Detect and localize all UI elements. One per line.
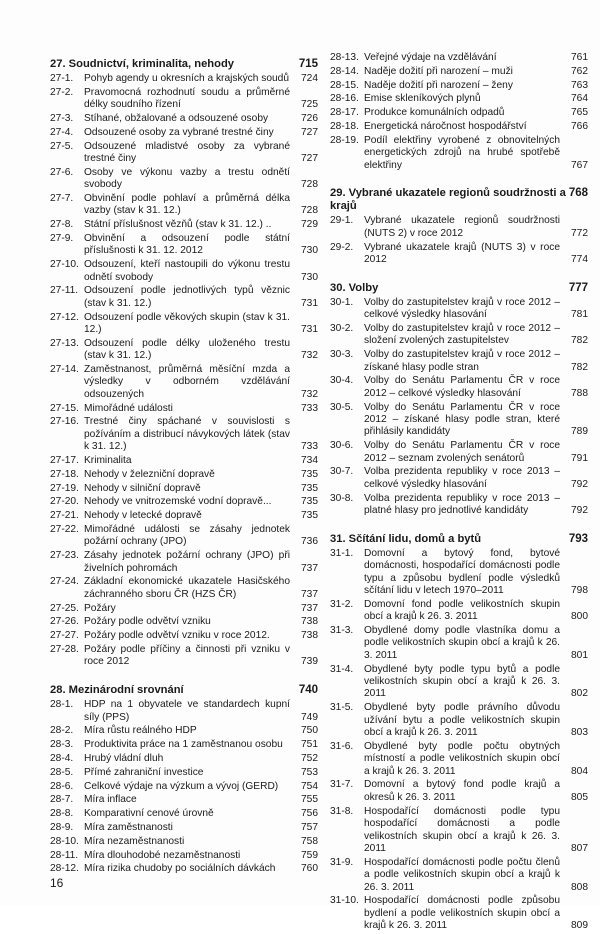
entry-title: Hospodařící domácnosti podle typu hospodařící domácnosti a podle velikostních skupin obcí a krajů k 26. 3. 2011 (364, 805, 560, 854)
entry-number: 27-12. (50, 311, 79, 323)
toc-entry (50, 630, 318, 642)
entry-number: 30-6. (330, 440, 354, 452)
entry-title: Míra nezaměstnanosti (84, 835, 185, 847)
toc-entry (50, 416, 318, 453)
entry-title: Zaměstnanost, průměrná měsíční mzda a výsledky v odborném vzdělávání odsouzených (84, 364, 290, 400)
entry-number: 28-15. (330, 79, 359, 91)
entry-title: Energetická náročnost hospodářství (364, 120, 527, 132)
entry-page: 782 (571, 361, 588, 373)
entry-number: 27-19. (50, 482, 79, 494)
entry-number: 27-2. (50, 86, 74, 98)
entry-number: 27-17. (50, 455, 79, 467)
toc-entry (330, 297, 588, 322)
entry-title: Veřejné výdaje na vzdělávání (364, 52, 497, 63)
entry-page: 789 (571, 426, 588, 438)
entry-number: 27-7. (50, 193, 74, 204)
entry-page: 763 (571, 79, 588, 91)
entry-page: 759 (301, 849, 318, 861)
toc-entry (330, 857, 588, 894)
entry-number: 27-27. (50, 630, 79, 642)
entry-number: 27-23. (50, 550, 79, 562)
section-heading (50, 684, 318, 697)
entry-number: 27-14. (50, 364, 79, 376)
entry-title: Hrubý vládní dluh (84, 753, 164, 765)
entry-page: 732 (301, 388, 318, 400)
entry-number: 27-5. (50, 140, 74, 152)
entry-number: 31-6. (330, 740, 354, 752)
entry-page: 730 (301, 245, 318, 257)
entry-number: 27-28. (50, 644, 79, 656)
toc-entry (50, 233, 318, 258)
entry-page: 791 (571, 452, 588, 464)
entry-number: 28-14. (330, 65, 359, 77)
toc-entry (330, 80, 588, 92)
entry-title: Stíhané, obžalované a odsouzené osoby (84, 113, 269, 124)
toc-entry (330, 664, 588, 701)
entry-page: 754 (301, 780, 318, 792)
entry-title: Obydlené byty podle typu bytů a podle velikostních skupin obcí a krajů k 26. 3. 2011 (364, 663, 560, 700)
entry-title: Celkové výdaje na výzkum a vývoj (GERD) (84, 780, 279, 792)
entry-number: 30-8. (330, 492, 354, 504)
entry-number: 28-16. (330, 93, 359, 105)
toc-entry (50, 699, 318, 724)
entry-title: Trestné činy spáchané v souvislosti s požíváním a distribucí návykových látek (stav k 31. 12.) (84, 416, 290, 453)
section-heading (330, 187, 588, 213)
entry-title: Odsouzení podle délky uloženého trestu (stav k 31. 12.) (84, 337, 290, 362)
entry-number: 31-10. (330, 895, 359, 907)
entry-title: Nehody v letecké dopravě (84, 510, 202, 522)
toc-right-column (330, 52, 588, 934)
entry-title: Volby do Senátu Parlamentu ČR v roce 2012 – celkové výsledky hlasování (364, 375, 560, 399)
toc-entry (50, 259, 318, 284)
entry-page: 729 (301, 219, 318, 231)
entry-number: 27-11. (50, 285, 79, 297)
entry-page: 760 (301, 863, 318, 875)
entry-title: Požáry podle odvětví vzniku (84, 616, 211, 628)
entry-title: Státní příslušnost vězňů (stav k 31. 12.) .. (84, 219, 272, 231)
entry-title: Míra růstu reálného HDP (84, 725, 197, 737)
entry-page: 733 (301, 441, 318, 453)
entry-title: Míra zaměstnanosti (84, 822, 173, 833)
entry-page: 730 (301, 271, 318, 283)
toc-entry (330, 493, 588, 518)
entry-title: Osoby ve výkonu vazby a trestu odnětí svobody (84, 166, 290, 191)
entry-number: 28-7. (50, 794, 74, 806)
toc-entry (50, 113, 318, 125)
toc-entry (330, 402, 588, 439)
toc-entry (330, 242, 588, 267)
entry-title: Obydlené byty podle právního důvodu užívání bytu a podle velikostních skupin obcí a krajů k 26. 3. 2011 (364, 702, 560, 739)
entry-page: 735 (301, 496, 318, 508)
entry-number: 28-10. (50, 835, 79, 847)
entry-title: Požáry (84, 602, 116, 614)
entry-page: 727 (301, 126, 318, 138)
entry-number: 27-22. (50, 524, 79, 536)
entry-title: Domovní fond podle velikostních skupin obcí a krajů k 26. 3. 2011 (364, 598, 560, 623)
toc-entry (50, 794, 318, 806)
entry-page: 732 (301, 350, 318, 362)
entry-page: 782 (571, 335, 588, 347)
toc-entry (330, 625, 588, 662)
entry-number: 31-3. (330, 625, 354, 637)
entry-number: 27-20. (50, 496, 79, 508)
entry-page: 798 (571, 585, 588, 597)
entry-page: 731 (301, 324, 318, 336)
toc-entry (50, 193, 318, 218)
entry-page: 765 (571, 107, 588, 119)
page-number: 16 (50, 876, 64, 890)
toc-entry (50, 725, 318, 737)
entry-page: 731 (301, 297, 318, 309)
toc-entry (50, 863, 318, 875)
entry-title: Míra rizika chudoby po sociálních dávkách (84, 863, 276, 875)
entry-number: 30-3. (330, 349, 354, 361)
entry-page: 733 (301, 402, 318, 414)
entry-page: 736 (301, 536, 318, 548)
toc-entry (50, 510, 318, 522)
toc-entry (50, 739, 318, 751)
toc-entry (330, 375, 588, 400)
entry-title: Volba prezidenta republiky v roce 2013 – celkové výsledky hlasování (364, 466, 560, 490)
entry-title: Míra dlouhodobé nezaměstnanosti (84, 849, 241, 861)
entry-title: Produkce komunálních odpadů (364, 107, 505, 119)
entry-number: 31-9. (330, 856, 354, 868)
toc-entry (50, 167, 318, 192)
entry-title: Obydlené domy podle vlastníka domu a podle velikostních skupin obcí a krajů k 26. 3. 2011 (364, 625, 560, 661)
section-page: 768 (568, 187, 588, 200)
entry-page: 781 (571, 309, 588, 321)
entry-number: 30-2. (330, 323, 354, 334)
entry-page: 739 (301, 656, 318, 668)
toc-entry (50, 403, 318, 415)
entry-page: 803 (571, 727, 588, 739)
entry-number: 31-5. (330, 702, 354, 714)
entry-number: 30-5. (330, 401, 354, 413)
toc-entry (50, 767, 318, 779)
section-page: 777 (568, 281, 588, 294)
toc-entry (330, 323, 588, 348)
entry-title: Požáry podle příčiny a činnosti při vzniku v roce 2012 (84, 644, 290, 668)
entry-number: 27-16. (50, 416, 79, 428)
entry-page: 752 (301, 753, 318, 765)
section-title: 30. Volby (330, 281, 379, 294)
entry-page: 735 (301, 482, 318, 494)
entry-number: 27-8. (50, 219, 74, 231)
entry-number: 27-9. (50, 233, 74, 244)
toc-entry (50, 219, 318, 231)
entry-number: 27-25. (50, 602, 79, 614)
entry-number: 30-7. (330, 466, 354, 478)
entry-number: 28-5. (50, 766, 74, 778)
toc-entry (330, 135, 588, 172)
entry-number: 27-10. (50, 259, 79, 271)
entry-title: Nehody v železniční dopravě (84, 468, 215, 480)
entry-page: 728 (301, 205, 318, 217)
entry-page: 738 (301, 616, 318, 628)
entry-page: 735 (301, 510, 318, 522)
entry-number: 27-18. (50, 468, 79, 480)
toc-entry (330, 349, 588, 374)
toc-entry (330, 66, 588, 78)
toc-entry (50, 364, 318, 401)
section-title: 28. Mezinárodní srovnání (50, 684, 184, 697)
toc-entry (330, 121, 588, 133)
entry-page: 764 (571, 93, 588, 105)
toc-entry (330, 741, 588, 778)
entry-page: 728 (301, 179, 318, 191)
entry-title: Pravomocná rozhodnutí soudu a průměrné délky soudního řízení (84, 86, 290, 111)
entry-number: 31-1. (330, 547, 354, 559)
entry-number: 31-8. (330, 805, 354, 817)
toc-entry (50, 644, 318, 669)
section-title: 27. Soudnictví, kriminalita, nehody (50, 58, 235, 70)
entry-page: 788 (571, 387, 588, 399)
entry-page: 809 (571, 920, 588, 932)
entry-page: 751 (301, 739, 318, 751)
entry-title: Komparativní cenové úrovně (84, 808, 214, 820)
entry-title: Požáry podle odvětví vzniku v roce 2012. (84, 630, 270, 642)
toc-entry (50, 524, 318, 549)
entry-title: Obydlené byty podle počtu obytných místností a podle velikostních skupin obcí a krajů k 26. 3. 2011 (364, 740, 560, 777)
entry-page: 737 (301, 562, 318, 574)
entry-number: 29-2. (330, 241, 354, 253)
entry-title: Vybrané ukazatele krajů (NUTS 3) v roce 2012 (364, 241, 560, 265)
section-heading (330, 533, 588, 546)
toc-entry (50, 483, 318, 495)
entry-title: Volby do Senátu Parlamentu ČR v roce 2012 – získané hlasy podle stran, které přihlásily kandidáty (364, 401, 560, 438)
entry-number: 28-12. (50, 863, 79, 875)
entry-title: Obvinění a odsouzení podle státní příslušnosti k 31. 12. 2012 (84, 233, 290, 257)
toc-entry (50, 127, 318, 139)
entry-page: 750 (301, 725, 318, 737)
entry-title: Základní ekonomické ukazatele Hasičského záchranného sboru ČR (HZS ČR) (84, 576, 290, 600)
entry-page: 725 (301, 99, 318, 111)
entry-title: Míra inflace (84, 794, 137, 806)
entry-title: Volby do Senátu Parlamentu ČR v roce 2012 – seznam zvolených senátorů (364, 440, 560, 464)
toc-entry (330, 548, 588, 598)
entry-title: Odsouzení, kteří nastoupili do výkonu trestu odnětí svobody (84, 259, 290, 283)
entry-title: Podíl elektřiny vyrobené z obnovitelných energetických zdrojů na hrubé spotřebě elektřiny (364, 134, 560, 171)
entry-number: 28-1. (50, 699, 74, 711)
entry-number: 27-24. (50, 576, 79, 588)
toc-entry (50, 822, 318, 834)
entry-title: Kriminalita (84, 455, 132, 467)
entry-page: 757 (301, 822, 318, 833)
toc-entry (330, 215, 588, 240)
entry-number: 30-4. (330, 375, 354, 387)
entry-page: 801 (571, 649, 588, 661)
entry-title: Naděje dožití při narození – ženy (364, 79, 513, 91)
entry-title: Mimořádné události se zásahy jednotek požární ochrany (JPO) (84, 524, 290, 548)
entry-page: 800 (571, 611, 588, 623)
entry-title: HDP na 1 obyvatele ve standardech kupní síly (PPS) (84, 699, 290, 723)
toc-entry (50, 616, 318, 628)
toc-entry (330, 779, 588, 804)
entry-number: 31-2. (330, 598, 354, 610)
toc-entry (50, 576, 318, 601)
toc-entry (330, 599, 588, 624)
entry-page: 767 (571, 159, 588, 171)
toc-entry (330, 52, 588, 64)
entry-page: 758 (301, 835, 318, 847)
entry-title: Hospodařící domácnosti podle způsobu bydlení a podle velikostních skupin obcí a krajů k 26. 3. 2011 (364, 895, 560, 932)
entry-page: 804 (571, 765, 588, 777)
entry-number: 27-6. (50, 166, 74, 178)
entry-number: 27-1. (50, 73, 74, 84)
entry-title: Pohyb agendy u okresních a krajských soudů (84, 73, 290, 84)
entry-title: Mimořádné události (84, 402, 173, 414)
entry-number: 28-19. (330, 134, 359, 146)
section-title: 31. Sčítání lidu, domů a bytů (330, 532, 482, 545)
entry-number: 31-7. (330, 779, 354, 791)
entry-title: Domovní a bytový fond, bytové domácnosti, hospodařící domácnosti podle typu a způsobu bydlení podle výsledků sčítání lidu v letech 1970–2011 (364, 547, 560, 597)
entry-number: 28-13. (330, 52, 359, 63)
entry-page: 792 (571, 505, 588, 517)
entry-page: 766 (571, 120, 588, 132)
toc-entry (50, 312, 318, 337)
toc-entry (330, 466, 588, 491)
toc-entry (330, 702, 588, 739)
entry-page: 734 (301, 455, 318, 467)
entry-title: Obvinění podle pohlaví a průměrná délka vazby (stav k 31. 12.) (84, 193, 290, 217)
entry-page: 808 (571, 881, 588, 893)
toc-entry (50, 73, 318, 85)
entry-title: Přímé zahraniční investice (84, 766, 204, 778)
entry-page: 735 (301, 468, 318, 480)
entry-title: Hospodařící domácnosti podle počtu členů a podle velikostních skupin obcí a krajů k 26. 3. 2011 (364, 856, 560, 893)
entry-page: 807 (571, 842, 588, 854)
entry-number: 28-8. (50, 808, 74, 820)
entry-page: 774 (571, 254, 588, 265)
entry-page: 772 (571, 227, 588, 239)
entry-page: 724 (301, 73, 318, 84)
toc-entry (50, 753, 318, 765)
entry-number: 28-3. (50, 739, 74, 751)
entry-number: 27-4. (50, 126, 74, 138)
section-title: 29. Vybrané ukazatele regionů soudržnosti a krajů (330, 187, 566, 213)
entry-number: 28-2. (50, 725, 74, 737)
entry-page: 755 (301, 794, 318, 806)
entry-number: 29-1. (330, 215, 354, 227)
section-heading (330, 282, 588, 295)
toc-entry (50, 469, 318, 481)
toc-left-column (50, 52, 318, 877)
entry-title: Emise skleníkových plynů (364, 93, 481, 105)
entry-title: Zásahy jednotek požární ochrany (JPO) při živelních pohromách (84, 550, 290, 574)
toc-entry (50, 285, 318, 310)
entry-page: 753 (301, 766, 318, 778)
entry-number: 28-11. (50, 849, 79, 861)
entry-page: 805 (571, 791, 588, 803)
toc-entry (330, 440, 588, 465)
entry-title: Vybrané ukazatele regionů soudržnosti (NUTS 2) v roce 2012 (364, 215, 560, 239)
toc-entry (330, 806, 588, 856)
entry-page: 792 (571, 478, 588, 490)
section-page: 793 (568, 532, 588, 545)
toc-entry (330, 895, 588, 932)
entry-title: Nehody v silniční dopravě (84, 482, 201, 494)
entry-page: 802 (571, 688, 588, 700)
toc-entry (50, 496, 318, 508)
entry-page: 738 (301, 630, 318, 642)
entry-number: 28-17. (330, 107, 359, 119)
toc-entry (50, 87, 318, 112)
entry-page: 749 (301, 711, 318, 723)
entry-title: Produktivita práce na 1 zaměstnanou osobu (84, 739, 283, 751)
entry-number: 28-6. (50, 780, 74, 792)
entry-number: 27-13. (50, 337, 79, 349)
toc-entry (50, 850, 318, 862)
entry-title: Odsouzení podle jednotlivých typů věznic (stav k 31. 12.) (84, 285, 290, 309)
entry-number: 27-15. (50, 402, 79, 414)
entry-page: 726 (301, 113, 318, 124)
entry-title: Volby do zastupitelstev krajů v roce 2012 – celkové výsledky hlasování (364, 296, 560, 321)
entry-title: Odsouzení podle věkových skupin (stav k 31. 12.) (84, 311, 290, 336)
entry-page: 737 (301, 588, 318, 600)
toc-entry (50, 781, 318, 793)
entry-title: Domovní a bytový fond podle krajů a okresů k 26. 3. 2011 (364, 779, 560, 803)
entry-number: 27-21. (50, 510, 79, 522)
entry-number: 27-26. (50, 616, 79, 628)
entry-title: Odsouzené mladistvé osoby za vybrané trestné činy (84, 140, 290, 164)
entry-number: 27-3. (50, 113, 74, 124)
section-page: 740 (298, 684, 318, 697)
entry-number: 28-9. (50, 822, 74, 833)
toc-entry (50, 836, 318, 848)
entry-title: Odsouzené osoby za vybrané trestné činy (84, 126, 274, 138)
entry-title: Nehody ve vnitrozemské vodní dopravě... (84, 496, 272, 508)
entry-page: 727 (301, 153, 318, 164)
entry-number: 28-18. (330, 120, 359, 132)
entry-number: 30-1. (330, 296, 354, 308)
entry-number: 28-4. (50, 753, 74, 765)
toc-entry (50, 808, 318, 820)
toc-entry (50, 455, 318, 467)
toc-entry (330, 107, 588, 119)
entry-page: 737 (301, 602, 318, 614)
entry-number: 31-4. (330, 663, 354, 675)
entry-page: 761 (571, 52, 588, 63)
toc-entry (50, 141, 318, 166)
entry-title: Naděje dožití při narození – muži (364, 65, 513, 77)
toc-entry (50, 550, 318, 575)
toc-entry (50, 603, 318, 615)
section-page: 715 (298, 58, 318, 70)
toc-entry (330, 93, 588, 105)
entry-page: 762 (571, 65, 588, 77)
section-heading (50, 58, 318, 71)
entry-title: Volba prezidenta republiky v roce 2013 – platné hlasy pro jednotlivé kandidáty (364, 492, 560, 517)
toc-entry (50, 338, 318, 363)
entry-title: Volby do zastupitelstev krajů v roce 2012 – složení zvolených zastupitelstev (364, 323, 560, 347)
entry-title: Volby do zastupitelstev krajů v roce 2012 – získané hlasy podle stran (364, 349, 560, 373)
entry-page: 756 (301, 808, 318, 820)
